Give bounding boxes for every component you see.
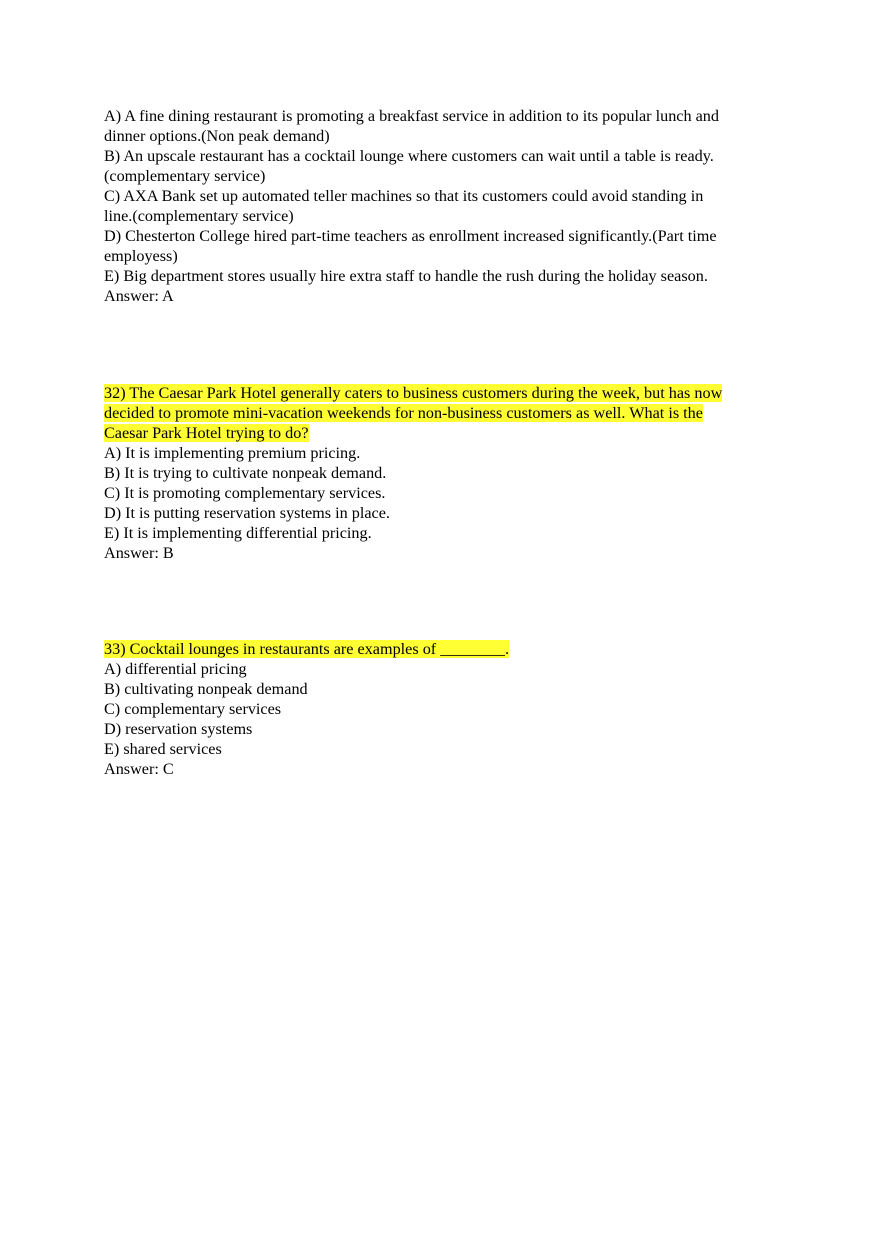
q32-option-b: B) It is trying to cultivate nonpeak demand.: [104, 464, 387, 482]
q31-option-c-line-2: line.(complementary service): [104, 207, 294, 225]
q32-question-line-1: [104, 383, 784, 403]
question-32-block: [104, 383, 784, 563]
q32-option-e: E) It is implementing differential pricing.: [104, 524, 372, 542]
q33-option-d: D) reservation systems: [104, 720, 253, 738]
q31-option-b-line-2: (complementary service): [104, 167, 266, 185]
q32-question-line-3: [104, 423, 784, 443]
q31-option-d-line-1: D) Chesterton College hired part-time teachers as enrollment increased significantly.(Part time: [104, 227, 717, 245]
q31-option-e: E) Big department stores usually hire extra staff to handle the rush during the holiday season.: [104, 267, 708, 285]
q31-answer: Answer: A: [104, 287, 174, 305]
q32-question-highlight-3: Caesar Park Hotel trying to do?: [104, 424, 309, 442]
q33-answer: Answer: C: [104, 760, 174, 778]
q32-question-highlight-1: 32) The Caesar Park Hotel generally caters to business customers during the week, but has now: [104, 384, 723, 402]
q32-question-line-2: [104, 403, 784, 423]
q31-option-b-line-1: B) An upscale restaurant has a cocktail lounge where customers can wait until a table is ready.: [104, 147, 714, 165]
q33-option-e: E) shared services: [104, 740, 222, 758]
q31-option-c-line-1: C) AXA Bank set up automated teller machines so that its customers could avoid standing in: [104, 187, 704, 205]
q32-option-c: C) It is promoting complementary services.: [104, 484, 386, 502]
q32-option-a: A) It is implementing premium pricing.: [104, 444, 361, 462]
q31-option-d-line-2: employess): [104, 247, 178, 265]
q32-answer: Answer: B: [104, 544, 174, 562]
q32-option-d: D) It is putting reservation systems in place.: [104, 504, 390, 522]
q32-question-highlight-2: decided to promote mini-vacation weekends for non-business customers as well. What is the: [104, 404, 703, 422]
q33-option-c: C) complementary services: [104, 700, 282, 718]
question-31-options-block: [104, 106, 784, 306]
q33-option-b: B) cultivating nonpeak demand: [104, 680, 308, 698]
q33-question-line: [104, 639, 784, 659]
q33-question-highlight: 33) Cocktail lounges in restaurants are examples of ________.: [104, 640, 510, 658]
question-33-block: [104, 639, 784, 779]
q31-option-a-line-1: A) A fine dining restaurant is promoting a breakfast service in addition to its popular lunch and: [104, 107, 719, 125]
q33-option-a: A) differential pricing: [104, 660, 247, 678]
q31-option-a-line-2: dinner options.(Non peak demand): [104, 127, 330, 145]
